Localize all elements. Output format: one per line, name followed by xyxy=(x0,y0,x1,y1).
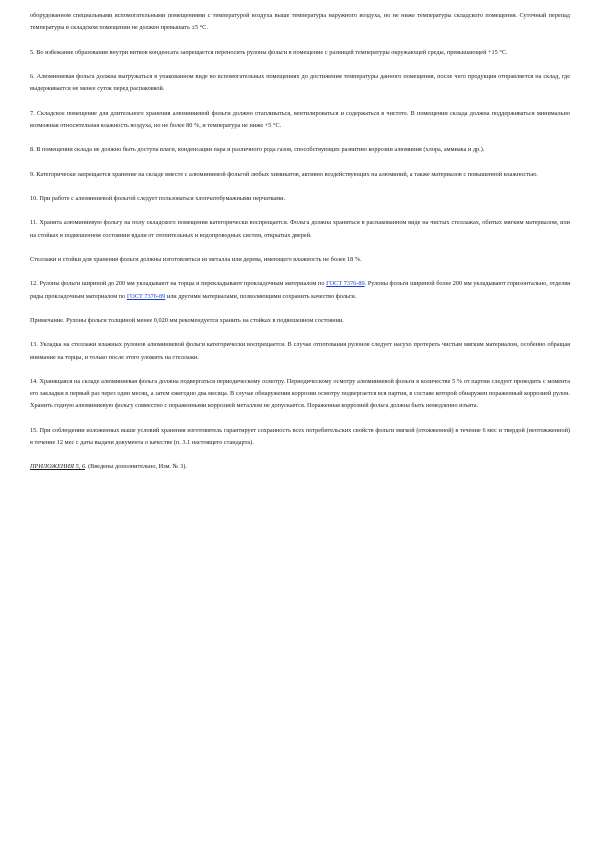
document-body xyxy=(30,10,570,486)
paragraph-15: 15. При соблюдении изложенных выше условий хранения изготовитель гарантирует сохранность всех потребительских свойств фольги мягкой (отожженной) в течение 6 мес и твердой (неотожженной) в течение 12 мес с даты выдачи документа о качестве (п. 3.1 настоящего стандарта). xyxy=(30,426,570,446)
paragraph-12 xyxy=(30,278,570,302)
paragraph-5: 5. Во избежание образования внутри витков конденсата запрещается переносить рулоны фольги в помещение с разницей температуры окружающей среды, превышающей +15 °С. xyxy=(30,48,508,56)
paragraph-4-continuation: оборудованном специальными вспомогательными помещениями с температурой воздуха выше температуры наружного воздуха, но не ниже температуры складского помещения. Суточный перепад температуры в складском помещении не должен превышать ±5 °С. xyxy=(30,12,570,32)
paragraph-10: 10. При работе с алюминиевой фольгой следует пользоваться хлопчатобумажными перчатками. xyxy=(30,194,286,202)
gost-7376-89-link[interactable]: ГОСТ 7376-89 xyxy=(326,280,365,288)
paragraph-14: 14. Хранящаяся на складе алюминиевая фольга должна подвергаться периодическому осмотру. Периодическому осмотру алюминиевой фольги в количестве 5 % от партии следует проводить с момента его закладки в первый раз через один месяц, а затем ежегодно два месяца. В случае обнаружения коррозии осмотру подвергается вся партия, в составе которой обнаружен пораженный коррозией рулон. Хранить годную алюминиевую фольгу совместно с пораженными коррозией металлом не допускается. Пораженная коррозией фольга должна быть немедленно изъята. xyxy=(30,377,570,410)
paragraph-8: 8. В помещении склада не должно быть доступа влаги, конденсации пара и различного рода газов, способствующих развитию коррозии алюминия (хлора, аммиака и др.). xyxy=(30,146,485,154)
paragraph-12-note: Примечание. Рулоны фольги толщиной менее 0,020 мм рекомендуется хранить на стойках в подвешенном состоянии. xyxy=(30,316,344,324)
paragraph-6: 6. Алюминиевая фольга должна выгружаться в упакованном виде во вспомогательных помещениях до достижения температуры данного помещения, после чего продукция отправляется на склад, где выдерживается не менее суток перед распаковкой. xyxy=(30,72,570,93)
appendix-amendment-note: . (Введены дополнительно, Изм. № 3). xyxy=(84,463,187,471)
paragraph-13: 13. Укладка на стеллажи влажных рулонов алюминиевой фольги категорически воспрещается. В случае отпотевания рулонов следует насухо протереть чистым мягким материалом, особенно обращая внимание на торцы, и только после этого уложить на стеллажи. xyxy=(30,341,570,361)
paragraph-11-racks: Стеллажи и стойки для хранения фольги должны изготовляться из металла или дерева, имеющего влажность не более 18 %. xyxy=(30,255,362,263)
gost-7376-89-link-2[interactable]: ГОСТ 7376-89 xyxy=(126,292,166,300)
paragraph-12-text-3: или другими материалами, позволяющими сохранить качество фольги. xyxy=(165,292,357,300)
paragraph-12-text-1: 12. Рулоны фольги шириной до 200 мм укладывают на торцы и перекладывают прокладочным материалом по xyxy=(30,280,327,288)
paragraph-9: 9. Категорически запрещается хранение на складе вместе с алюминиевой фольгой любых химикатов, активно воздействующих на алюминий, а также материалов с повышенной влажностью. xyxy=(30,170,538,178)
appendix-footnote xyxy=(30,461,570,473)
paragraph-11: 11. Хранить алюминиевую фольгу на полу складского помещения категорически воспрещается. Фольга должна храниться в распакованном виде на чистых стеллажах, обитых мягким материалом, или на стойках в подвешенном состоянии вдали от отопительных и водопроводных систем, открытых дверей. xyxy=(30,219,570,239)
appendix-link[interactable]: ПРИЛОЖЕНИЯ 5, 6 xyxy=(30,463,85,471)
paragraph-7: 7. Складское помещение для длительного хранения алюминиевой фольги должно отапливаться, вентилироваться и содержаться в чистоте. В помещении склада должна поддерживаться минимально возможная относительная влажность воздуха, но не более 80 %, и температура не ниже +5 °С. xyxy=(30,109,570,129)
paragraph-12-text-2: . Рулоны фольги шириной более 200 мм укладывают горизонтально, отделяя ряды прокладочным материалом по xyxy=(30,280,570,300)
